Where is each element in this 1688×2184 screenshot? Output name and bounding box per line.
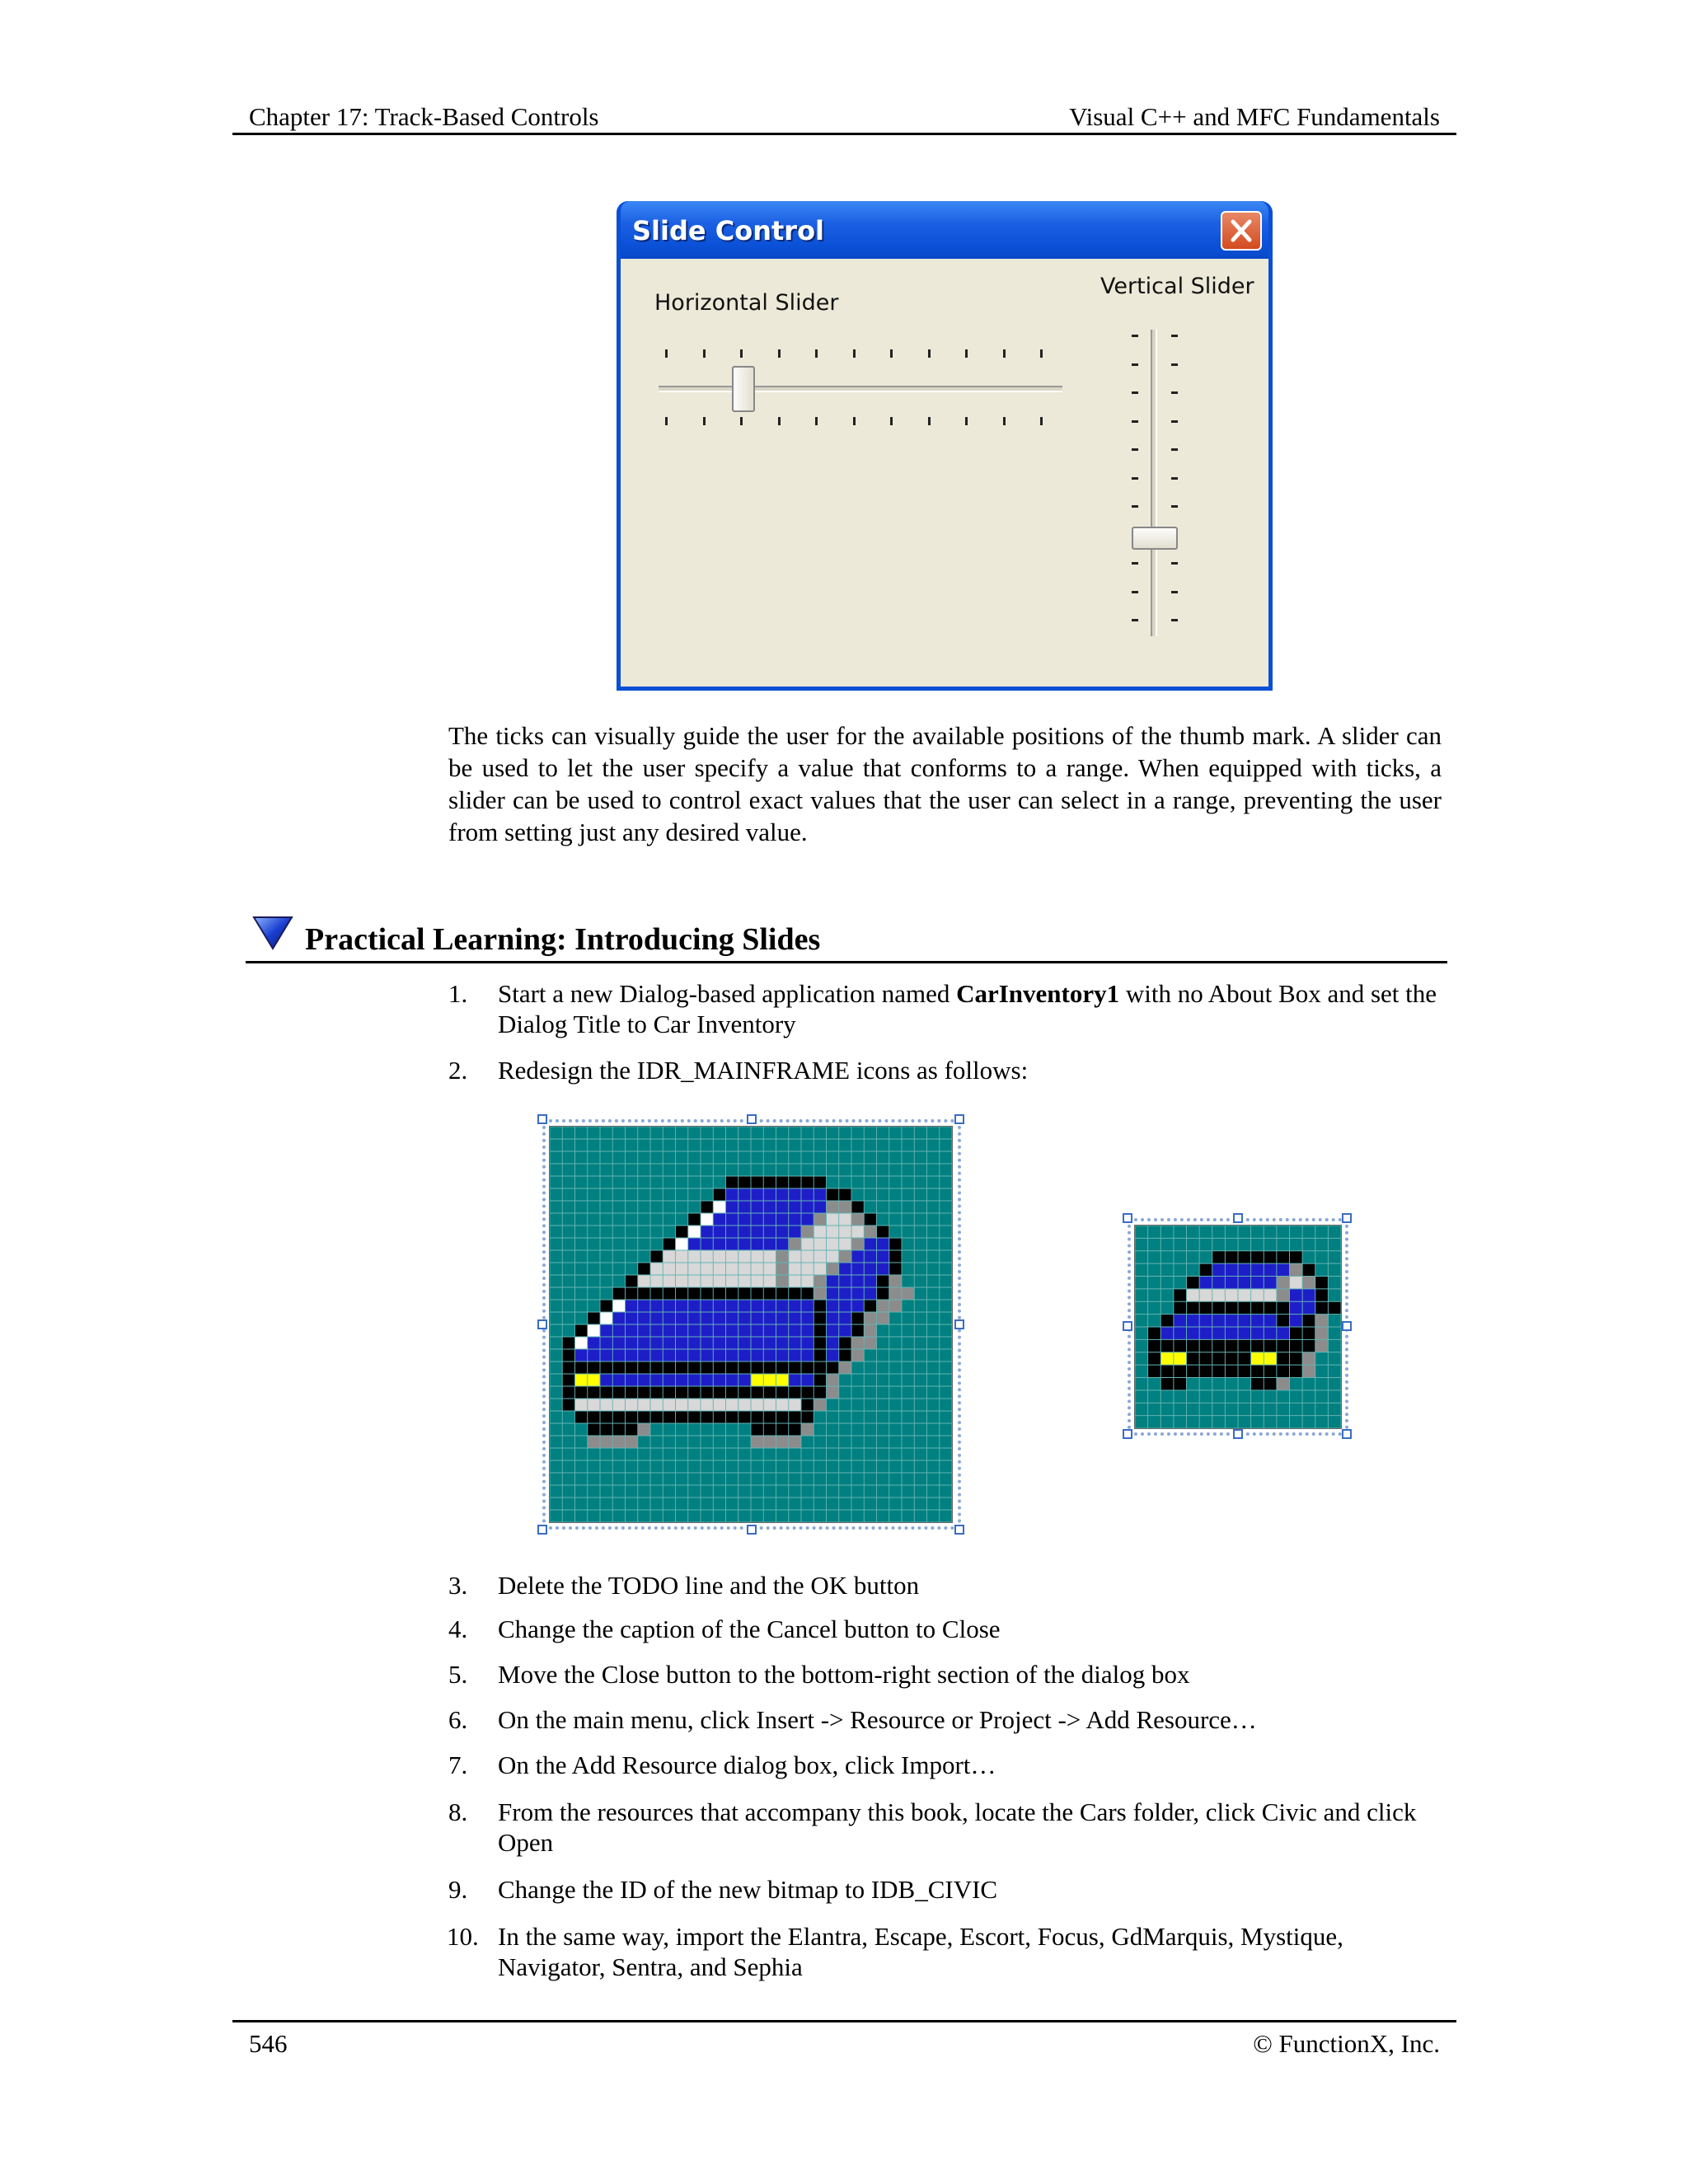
page-number: 546	[249, 2029, 288, 2058]
blue-triangle-icon	[252, 914, 293, 950]
step-text: On the main menu, click Insert -> Resource or Project -> Add Resource…	[498, 1705, 1257, 1734]
resize-handle[interactable]	[1342, 1213, 1352, 1223]
slider-tick	[815, 417, 818, 425]
vertical-slider-thumb[interactable]	[1132, 527, 1178, 550]
resize-handle[interactable]	[1233, 1429, 1243, 1439]
step-text: Redesign the IDR_MAINFRAME icons as follows:	[498, 1056, 1029, 1085]
resize-handle[interactable]	[537, 1114, 547, 1124]
slider-tick	[1040, 349, 1043, 358]
book-title: Visual C++ and MFC Fundamentals	[1069, 102, 1440, 131]
slider-tick	[815, 349, 818, 358]
dialog-title-bar	[621, 201, 1268, 259]
slider-tick	[1171, 448, 1178, 451]
resize-handle[interactable]	[1233, 1213, 1243, 1223]
slider-tick	[1003, 417, 1006, 425]
slider-tick	[1003, 349, 1006, 358]
close-icon	[1222, 213, 1260, 249]
small-car-icon[interactable]	[1134, 1225, 1342, 1429]
resize-handle[interactable]	[747, 1525, 757, 1535]
chapter-title: Chapter 17: Track-Based Controls	[249, 102, 599, 131]
slider-tick	[1132, 619, 1138, 621]
slider-tick	[1171, 391, 1178, 394]
section-title: Practical Learning: Introducing Slides	[305, 922, 821, 957]
slider-tick	[1171, 562, 1178, 565]
resize-handle[interactable]	[1123, 1429, 1132, 1439]
horizontal-slider-label: Horizontal Slider	[654, 290, 839, 316]
step-text: From the resources that accompany this book, locate the Cars folder, click Civic and click Open	[498, 1797, 1417, 1857]
slider-tick	[1132, 562, 1138, 565]
slider-tick	[703, 349, 706, 358]
slider-tick	[1171, 591, 1178, 593]
running-header	[232, 97, 1456, 135]
step-number: 9.	[448, 1875, 468, 1904]
step-number: 8.	[448, 1797, 468, 1826]
resize-handle[interactable]	[954, 1525, 964, 1535]
close-button[interactable]	[1221, 211, 1262, 251]
slider-tick	[928, 349, 931, 358]
slider-tick	[778, 417, 781, 425]
slider-tick	[1040, 417, 1043, 425]
small-car-icon-editor	[1123, 1213, 1353, 1441]
body-paragraph: The ticks can visually guide the user for the available positions of the thumb mark. A slider can be used to let the user specify a value that conforms to a range. When equipped with ticks, a slider can be used to control exact values that the user can select in a range, preventing the user from setting just any desired value.	[448, 721, 1442, 846]
resize-handle[interactable]	[954, 1114, 964, 1124]
slider-tick	[853, 349, 856, 358]
resize-handle[interactable]	[1342, 1429, 1352, 1439]
slider-tick	[1132, 477, 1138, 480]
slider-tick	[1132, 391, 1138, 394]
step-text: On the Add Resource dialog box, click Import…	[498, 1750, 996, 1779]
slider-tick	[965, 417, 968, 425]
resize-handle[interactable]	[1123, 1213, 1132, 1223]
slider-tick	[928, 417, 931, 425]
slider-tick	[853, 417, 856, 425]
large-car-icon[interactable]	[549, 1126, 953, 1523]
step-number: 2.	[448, 1056, 468, 1085]
slider-tick	[665, 417, 668, 425]
slider-tick	[1132, 448, 1138, 451]
car-icon	[550, 1127, 952, 1522]
step-number: 7.	[448, 1750, 468, 1779]
slider-tick	[890, 349, 893, 358]
resize-handle[interactable]	[1342, 1321, 1352, 1331]
slider-tick	[740, 349, 743, 358]
slider-tick	[740, 417, 743, 425]
practical-learning-heading	[246, 911, 1447, 963]
slider-tick	[1171, 420, 1178, 423]
resize-handle[interactable]	[954, 1319, 964, 1329]
step-text: In the same way, import the Elantra, Escape, Escort, Focus, GdMarquis, Mystique, Navigator, Sentra, and Sephia	[498, 1922, 1343, 1981]
slider-tick	[703, 417, 706, 425]
running-footer	[232, 2020, 1456, 2060]
slider-tick	[665, 349, 668, 358]
horizontal-slider-thumb[interactable]	[732, 366, 755, 412]
slider-tick	[1132, 363, 1138, 366]
slider-tick	[1132, 591, 1138, 593]
slider-tick	[1171, 505, 1178, 508]
copyright: © FunctionX, Inc.	[1253, 2029, 1440, 2058]
step-text: Delete the TODO line and the OK button	[498, 1571, 920, 1600]
step-number: 6.	[448, 1705, 468, 1734]
slider-tick	[890, 417, 893, 425]
step-number: 3.	[448, 1571, 468, 1600]
step-text: Start a new Dialog-based application named CarInventory1 with no About Box and set the Dialog Title to Car Inventory	[498, 979, 1437, 1038]
slider-tick	[1171, 477, 1178, 480]
vertical-slider-label: Vertical Slider	[1100, 274, 1254, 299]
slider-tick	[1171, 363, 1178, 366]
dialog-title: Slide Control	[632, 215, 825, 246]
horizontal-slider-track[interactable]	[659, 386, 1062, 392]
vertical-slider-track[interactable]	[1151, 330, 1157, 636]
slide-control-dialog	[617, 201, 1273, 691]
dialog-client-area	[621, 259, 1268, 687]
slider-tick	[1132, 420, 1138, 423]
resize-handle[interactable]	[1123, 1321, 1132, 1331]
step-text: Move the Close button to the bottom-right section of the dialog box	[498, 1660, 1190, 1689]
step-number: 5.	[448, 1660, 468, 1689]
resize-handle[interactable]	[537, 1525, 547, 1535]
resize-handle[interactable]	[537, 1319, 547, 1329]
car-icon	[1135, 1226, 1341, 1428]
slider-tick	[1132, 335, 1138, 337]
slider-tick	[965, 349, 968, 358]
slider-tick	[1171, 335, 1178, 337]
step-text: Change the caption of the Cancel button to Close	[498, 1615, 1001, 1643]
resize-handle[interactable]	[747, 1114, 757, 1124]
step-number: 4.	[448, 1615, 468, 1643]
slider-tick	[1132, 505, 1138, 508]
step-number: 10.	[447, 1922, 479, 1951]
slider-tick	[778, 349, 781, 358]
slider-tick	[1171, 619, 1178, 621]
step-text: Change the ID of the new bitmap to IDB_CIVIC	[498, 1875, 998, 1904]
step-number: 1.	[448, 979, 468, 1008]
large-car-icon-editor	[537, 1114, 966, 1535]
